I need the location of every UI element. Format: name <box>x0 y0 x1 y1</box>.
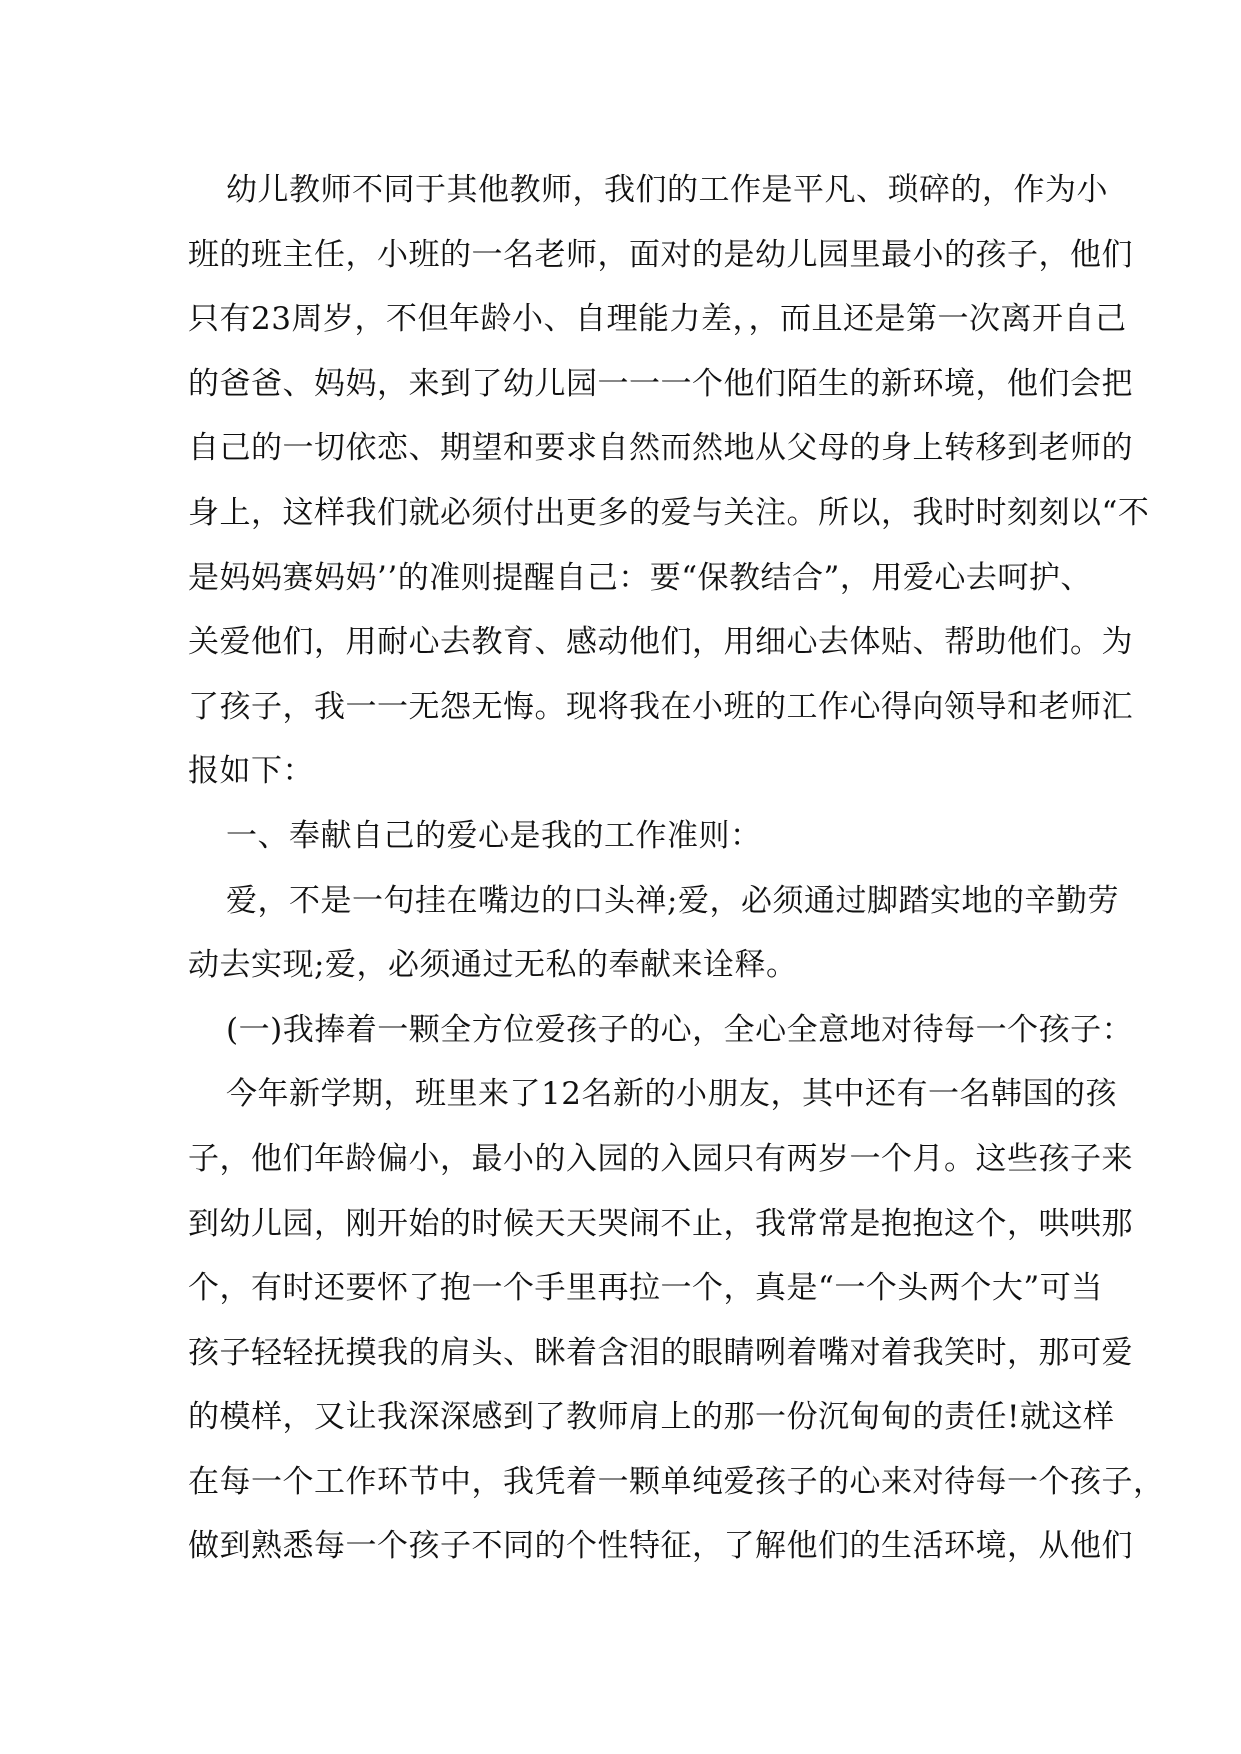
text-line: 在每一个工作环节中，我凭着一颗单纯爱孩子的心来对待每一个孩子， <box>188 1463 1165 1500</box>
text-line: 报如下： <box>188 753 314 790</box>
section-heading: 一、奉献自己的爱心是我的工作准则： <box>226 817 762 854</box>
text-line: 了孩子，我一一无怨无悔。现将我在小班的工作心得向领导和老师汇 <box>188 688 1133 725</box>
document-body <box>188 158 1165 1579</box>
text-line: 自己的一切依恋、期望和要求自然而然地从父母的身上转移到老师的 <box>188 430 1133 467</box>
text-line: 的模样，又让我深深感到了教师肩上的那一份沉甸甸的责任!就这样 <box>188 1399 1115 1436</box>
text-line: 班的班主任，小班的一名老师，面对的是幼儿园里最小的孩子，他们 <box>188 236 1133 273</box>
text-line: 爱，不是一句挂在嘴边的口头禅;爱，必须通过脚踏实地的辛勤劳 <box>226 882 1119 919</box>
text-line: 到幼儿园，刚开始的时候天天哭闹不止，我常常是抱抱这个，哄哄那 <box>188 1205 1133 1242</box>
text-line: 只有23周岁，不但年龄小、自理能力差，，而且还是第一次离开自己 <box>188 301 1127 338</box>
text-line: 关爱他们，用耐心去教育、感动他们，用细心去体贴、帮助他们。为 <box>188 624 1133 661</box>
text-line: 幼儿教师不同于其他教师，我们的工作是平凡、琐碎的，作为小 <box>226 172 1108 208</box>
text-line: 孩子轻轻抚摸我的肩头、眯着含泪的眼睛咧着嘴对着我笑时，那可爱 <box>188 1334 1133 1371</box>
subsection-heading: (一)我捧着一颗全方位爱孩子的心，全心全意地对待每一个孩子： <box>226 1011 1134 1048</box>
text-line: 子，他们年龄偏小，最小的入园的入园只有两岁一个月。这些孩子来 <box>188 1140 1133 1177</box>
text-line: 做到熟悉每一个孩子不同的个性特征，了解他们的生活环境，从他们 <box>188 1528 1133 1565</box>
text-line: 是妈妈赛妈妈’’的准则提醒自己：要“保教结合”，用爱心去呵护、 <box>188 559 1092 596</box>
text-line: 今年新学期，班里来了12名新的小朋友，其中还有一名韩国的孩 <box>226 1076 1117 1113</box>
text-line: 的爸爸、妈妈，来到了幼儿园一一一个他们陌生的新环境，他们会把 <box>188 365 1133 402</box>
text-line: 身上，这样我们就必须付出更多的爱与关注。所以，我时时刻刻以“不 <box>188 494 1150 531</box>
text-line: 个，有时还要怀了抱一个手里再拉一个，真是“一个头两个大”可当 <box>188 1270 1103 1307</box>
text-line: 动去实现;爱，必须通过无私的奉献来诠释。 <box>188 947 798 984</box>
